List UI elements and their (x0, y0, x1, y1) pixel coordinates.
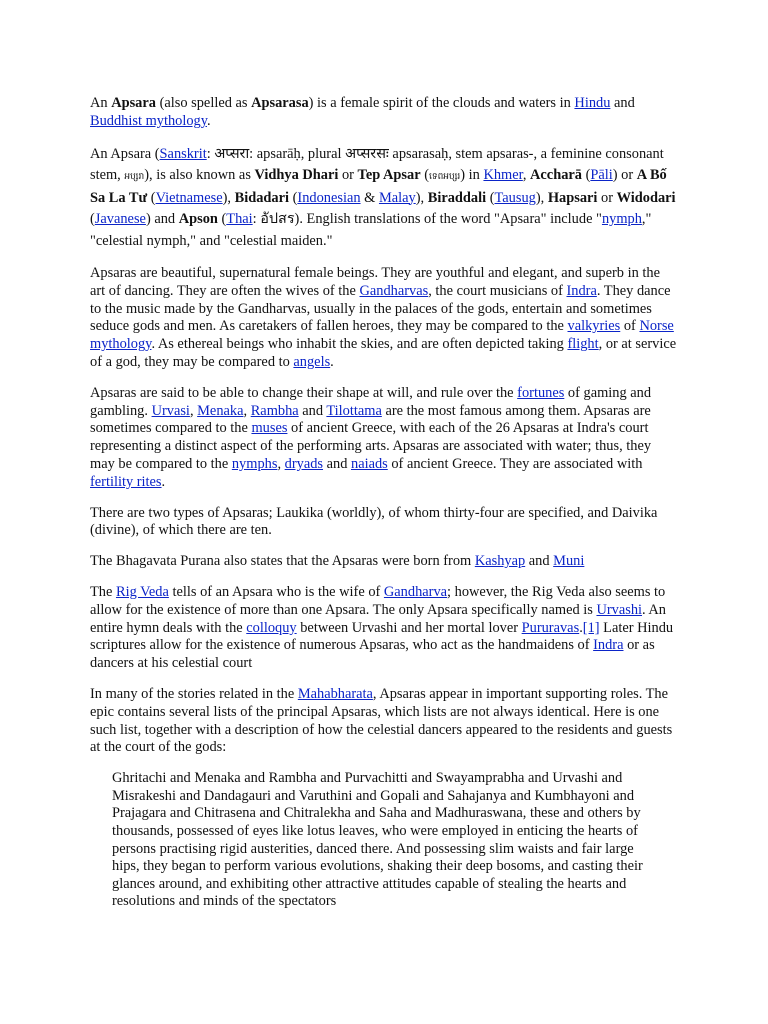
link-khmer[interactable]: Khmer (483, 167, 523, 184)
text: ( (420, 167, 429, 184)
text: and (525, 553, 554, 570)
term-apson: Apson (178, 211, 218, 228)
text: of (620, 318, 640, 335)
paragraph-types (90, 505, 678, 541)
link-muni[interactable]: Muni (553, 553, 585, 570)
citation-link-1[interactable]: [1] (582, 619, 600, 636)
text: or (597, 189, 617, 206)
link-mahabharata[interactable]: Mahabharata (297, 686, 373, 703)
text: ), (535, 189, 548, 206)
text: ) and (145, 211, 179, 228)
paragraph-intro (90, 95, 678, 131)
link-flight[interactable]: flight (567, 336, 599, 353)
link-thai[interactable]: Thai (226, 211, 253, 228)
text: ( (581, 167, 591, 184)
term-tep-apsar: Tep Apsar (357, 167, 421, 184)
term-apsarasa: Apsarasa (251, 95, 309, 111)
text: & (360, 189, 379, 206)
text: (also spelled as (155, 95, 252, 111)
link-tilottama[interactable]: Tilottama (326, 402, 382, 419)
text: In many of the stories related in the (90, 686, 298, 703)
link-dryads[interactable]: dryads (284, 456, 324, 473)
term-a-bo-sa-la-tu: A Bố Sa La Tư (90, 167, 667, 206)
paragraph-bhagavata-purana (90, 553, 678, 571)
text: , or at service of a god, they may be compared to (90, 336, 677, 371)
text: of ancient Greece, with each of the 26 Apsaras at Indra's court representing a distinct aspect of the performing arts. Apsaras are associated with water; thus, they may be compared to the (90, 420, 652, 473)
text: ( (289, 189, 298, 206)
text: The (90, 584, 116, 601)
text: An (90, 95, 112, 111)
text: ," "celestial nymph," and "celestial maiden." (90, 211, 652, 249)
link-norse-mythology[interactable]: Norse mythology (90, 318, 674, 353)
link-muses[interactable]: muses (251, 420, 288, 437)
link-hindu[interactable]: Hindu (574, 95, 611, 111)
text: tells of an Apsara who is the wife of (168, 584, 384, 601)
link-malay[interactable]: Malay (378, 189, 416, 206)
link-nymphs[interactable]: nymphs (231, 456, 278, 473)
link-sanskrit[interactable]: Sanskrit (159, 145, 207, 162)
link-urvashi[interactable]: Urvashi (596, 601, 643, 618)
text: Apsaras are beautiful, supernatural female beings. They are youthful and elegant, and superb in the art of dancing. They are often the wives of the (90, 265, 660, 299)
text: The Bhagavata Purana also states that the Apsaras were born from (90, 553, 475, 570)
text: ( (486, 189, 495, 206)
link-fortunes[interactable]: fortunes (517, 384, 565, 401)
text: . (330, 354, 334, 371)
text: , the court musicians of (428, 282, 567, 299)
text: ), (222, 189, 235, 206)
link-tausug[interactable]: Tausug (494, 189, 536, 206)
text: Apsaras are said to be able to change their shape at will, and rule over the (90, 384, 518, 401)
text: , Apsaras appear in important supporting roles. The epic contains several lists of the principal Apsaras, which lists are not always identical. Here is one such list, together with a description of how the celestial dancers appeared to the residents and guests at the court of the gods: (90, 686, 673, 756)
link-naiads[interactable]: naiads (351, 456, 388, 473)
text: and (610, 95, 635, 111)
text: ), (415, 189, 428, 206)
text: . They dance to the music made by the Gandharvas, usually in the palaces of the gods, entertain and sometimes seduce gods and men. As caretakers of fallen heroes, they may be compared to the (90, 282, 671, 335)
link-urvasi[interactable]: Urvasi (151, 402, 190, 419)
text: , (522, 167, 531, 184)
link-vietnamese[interactable]: Vietnamese (155, 189, 223, 206)
text: , (189, 402, 198, 419)
link-rig-veda[interactable]: Rig Veda (115, 584, 169, 601)
link-pururavas[interactable]: Pururavas (521, 619, 580, 636)
text: ), is also known as (144, 167, 255, 184)
text: There are two types of Apsaras; Laukika (worldly), of whom thirty-four are specified, and Daivika (divine), of which there are ten. (90, 504, 658, 539)
link-kashyap[interactable]: Kashyap (474, 553, 526, 570)
paragraph-rig-veda: The Rig Veda tells of an Apsara who is the wife of Gandharva; however, the Rig Veda also seems to allow for the existence of more than one Apsara. The only Apsara specifically named is Urvashi. An entire hymn deals with the colloquy between Urvashi and her mortal lover Pururavas.[1] Later Hindu scriptures allow for the existence of numerous Apsaras, who act as the handmaidens of Indra or as dancers at his celestial court (90, 584, 674, 672)
text: . As ethereal beings who inhabit the skies, and are often depicted taking (151, 336, 568, 353)
text: . (161, 473, 166, 490)
link-nymph[interactable]: nymph (601, 211, 642, 228)
text: ; however, the Rig Veda also seems to allow for the existence of more than one Apsara. The only Apsara specifically named is (90, 584, 666, 618)
paragraph-shape-shifting (90, 385, 678, 492)
link-indra[interactable]: Indra (593, 637, 624, 654)
khmer-script: ទេពអប្សរ (429, 171, 461, 182)
text: , (277, 456, 285, 473)
link-indra[interactable]: Indra (566, 282, 597, 299)
link-pali[interactable]: Pāli (590, 167, 613, 184)
term-apsara: Apsara (111, 95, 156, 111)
text: or (338, 167, 358, 184)
paragraph-description (90, 265, 678, 372)
text: ( (90, 211, 95, 228)
text: Later Hindu scriptures allow for the existence of numerous Apsaras, who act as the handmaidens of (90, 619, 674, 654)
link-angels[interactable]: angels (293, 354, 331, 371)
text: or as dancers at his celestial court (90, 637, 655, 672)
term-bidadari: Bidadari (234, 189, 290, 206)
text: ) is a female spirit of the clouds and waters in (308, 95, 575, 111)
link-colloquy[interactable]: colloquy (246, 619, 297, 636)
term-accahra: Accharā (530, 167, 582, 184)
link-valkyries[interactable]: valkyries (567, 318, 621, 335)
text: ) in (460, 167, 484, 184)
term-widodari: Widodari (616, 189, 676, 206)
link-buddhist-mythology[interactable]: Buddhist mythology (90, 112, 208, 129)
link-menaka[interactable]: Menaka (197, 402, 244, 419)
text: An Apsara ( (90, 145, 160, 162)
quote-apsaras-list: Ghritachi and Menaka and Rambha and Purvachitti and Swayamprabha and Urvashi and Misrakeshi and Dandagauri and Varuthini and Gopali and Sahajanya and Kumbhayoni and Prajagara and Chitrasena and Chitralekha and Saha and Madhuraswana, these and others by thousands, possessed of eyes like lotus leaves, who were employed in enticing the hearts of persons practising rigid austerities, danced there. And possessing slim waists and fair large hips, they began to perform various evolutions, shaking their deep bosoms, and casting their glances around, and exhibiting other attractive attitudes capable of stealing the hearts and resolutions and minds of the spectators (112, 770, 643, 910)
link-gandharvas[interactable]: Gandharvas (359, 282, 429, 299)
term-hapsari: Hapsari (547, 189, 598, 206)
link-javanese[interactable]: Javanese (94, 211, 146, 228)
text: of gaming and gambling. (90, 384, 652, 419)
paragraph-etymology (90, 144, 678, 253)
link-rambha[interactable]: Rambha (250, 402, 299, 419)
text: , (243, 402, 251, 419)
link-gandharva[interactable]: Gandharva (383, 584, 448, 601)
text: ) or (612, 167, 637, 184)
khmer-script: អប្សរា (124, 171, 145, 182)
text: . (207, 112, 211, 129)
text: and (298, 402, 327, 419)
text: are the most famous among them. Apsaras are sometimes compared to the (90, 402, 651, 437)
text: and (323, 456, 351, 473)
text: : อัปสร). English translations of the word "Apsara" include " (252, 211, 602, 228)
text: between Urvashi and her mortal lover (296, 619, 522, 636)
term-biraddali: Biraddali (427, 189, 487, 206)
text: ( (147, 189, 156, 206)
text: ( (217, 211, 227, 228)
term-vidhya-dhari: Vidhya Dhari (254, 167, 339, 184)
text: : अप्सरा: apsarāḥ, plural अप्सरसः apsarasaḥ, stem apsaras-, a feminine consonant stem, (90, 145, 664, 184)
text: of ancient Greece. They are associated with (387, 456, 643, 473)
text: . An entire hymn deals with the (90, 601, 667, 636)
link-fertility-rites[interactable]: fertility rites (90, 473, 162, 490)
link-indonesian[interactable]: Indonesian (297, 189, 361, 206)
paragraph-mahabharata (90, 686, 678, 757)
